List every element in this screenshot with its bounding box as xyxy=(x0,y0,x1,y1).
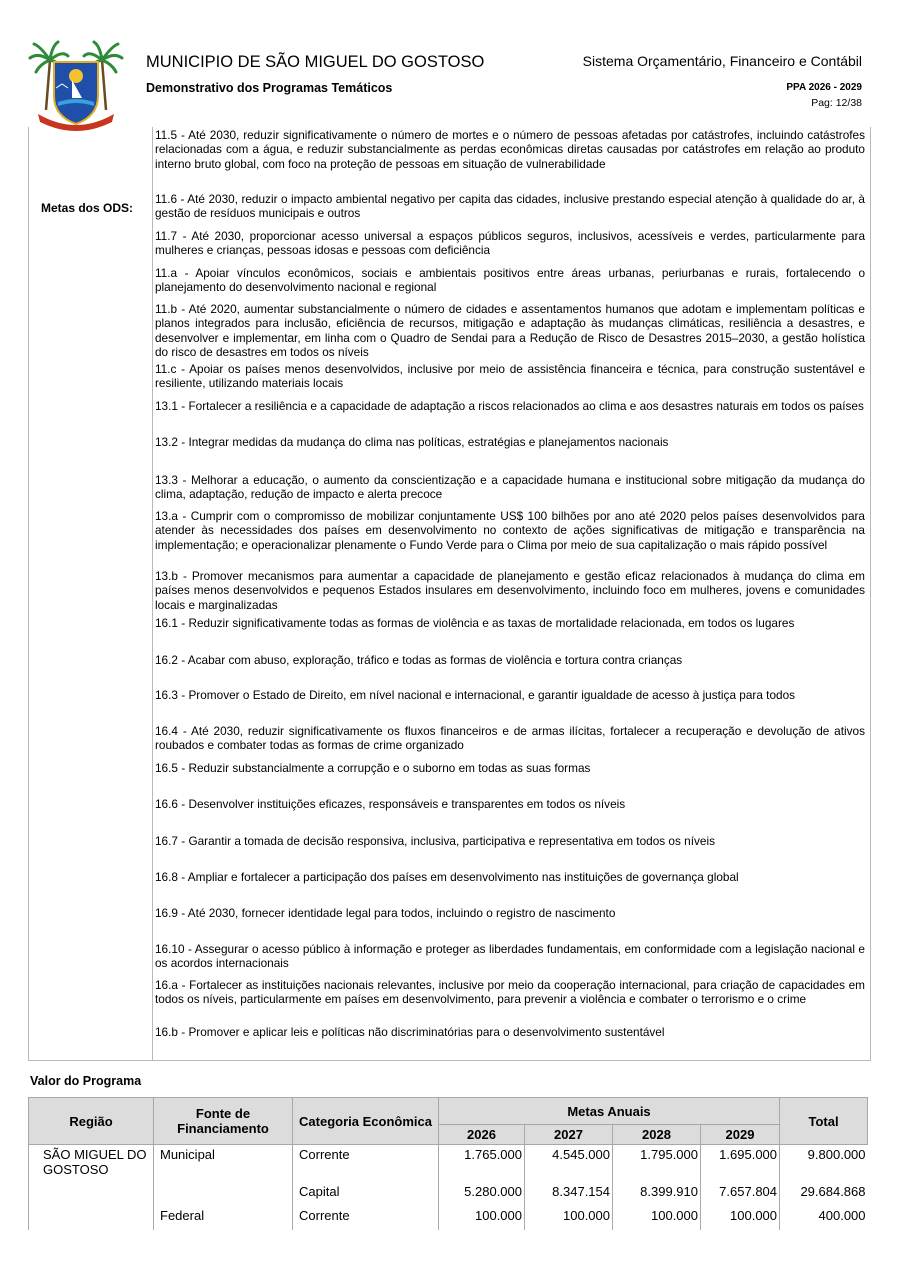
ods-goal: 13.a - Cumprir com o compromisso de mobilizar conjuntamente US$ 100 bilhões por ano até 2020 pelos países desenvolvidos para atender às necessidades dos países em desenvolvimento no contexto de ações significativas de mitigação e transparência na implementação; e operacionalizar plenamente o Fundo Verde para o Clima por meio de sua capitalização o mais rápido possível xyxy=(155,509,865,552)
cell-value-2029: 100.000 xyxy=(701,1206,780,1230)
ods-goal: 16.10 - Assegurar o acesso público à informação e proteger as liberdades fundamentais, em conformidade com a legislação nacional e os acordos internacionais xyxy=(155,942,865,971)
header-region: Região xyxy=(29,1098,154,1145)
ods-goal: 16.8 - Ampliar e fortalecer a participação dos países em desenvolvimento nas instituições de governança global xyxy=(155,870,739,884)
ods-goal: 16.5 - Reduzir substancialmente a corrupção e o suborno em todas as suas formas xyxy=(155,761,591,775)
ppa-period: PPA 2026 - 2029 xyxy=(786,82,862,93)
cell-category: Corrente xyxy=(293,1145,439,1182)
header-economic-category: Categoria Econômica xyxy=(293,1098,439,1145)
cell-funding-source: Federal xyxy=(154,1206,293,1230)
cell-funding-source: Municipal xyxy=(154,1145,293,1182)
ods-goal: 11.b - Até 2020, aumentar substancialmente o número de cidades e assentamentos humanos que adotam e implementam políticas e planos integrados para inclusão, eficiência de recursos, mitigação e adaptação às mudanças climáticas, resiliência a desastres, e desenvolver e implementar, em linha com o Quadro de Sendai para a Redução de Risco de Desastres 2015–2030, a gestão holística do risco de desastres em todos os níveis xyxy=(155,302,865,359)
system-name: Sistema Orçamentário, Financeiro e Contábil xyxy=(582,53,862,69)
cell-value-2028: 100.000 xyxy=(613,1206,701,1230)
cell-funding-source xyxy=(154,1182,293,1206)
municipality-name: MUNICIPIO DE SÃO MIGUEL DO GOSTOSO xyxy=(146,53,485,71)
ods-goal: 16.b - Promover e aplicar leis e políticas não discriminatórias para o desenvolvimento sustentável xyxy=(155,1025,665,1039)
cell-category: Capital xyxy=(293,1182,439,1206)
cell-total: 9.800.000 xyxy=(780,1145,868,1182)
ods-goal: 11.c - Apoiar os países menos desenvolvidos, inclusive por meio de assistência financeira e técnica, para construção sustentável e resiliente, utilizando materiais locais xyxy=(155,362,865,391)
table-row xyxy=(29,1145,868,1182)
column-divider xyxy=(152,127,153,1060)
cell-total: 400.000 xyxy=(780,1206,868,1230)
program-value-title: Valor do Programa xyxy=(30,1074,142,1088)
ods-goal: 11.5 - Até 2030, reduzir significativamente o número de mortes e o número de pessoas afetadas por catástrofes, incluindo catástrofes relacionadas com a água, e reduzir substancialmente as perdas econômicas diretas causadas por catástrofes em relação ao produto interno bruto global, com foco na proteção de pessoas em situação de vulnerabilidade xyxy=(155,128,865,171)
ods-goal: 16.2 - Acabar com abuso, exploração, tráfico e todas as formas de violência e tortura contra crianças xyxy=(155,653,683,667)
cell-region xyxy=(29,1182,154,1206)
header-year: 2029 xyxy=(701,1125,780,1145)
cell-value-2029: 1.695.000 xyxy=(701,1145,780,1182)
ods-goal: 16.a - Fortalecer as instituições nacionais relevantes, inclusive por meio da cooperação internacional, para criação de capacidades em todos os níveis, particularmente em países em desenvolvimento, para prevenir a violência e combater o terrorismo e o crime xyxy=(155,978,865,1007)
cell-value-2027: 8.347.154 xyxy=(525,1182,613,1206)
ods-goal: 16.4 - Até 2030, reduzir significativamente os fluxos financeiros e de armas ilícitas, fortalecer a recuperação e devolução de ativos roubados e combater todas as formas de crime organizado xyxy=(155,724,865,753)
document-title: Demonstrativo dos Programas Temáticos xyxy=(146,81,393,95)
header-annual-targets: Metas Anuais xyxy=(439,1098,780,1125)
cell-region: SÃO MIGUEL DO GOSTOSO xyxy=(29,1145,154,1182)
ods-goal: 13.b - Promover mecanismos para aumentar a capacidade de planejamento e gestão eficaz relacionados à mudança do clima em países menos desenvolvidos e pequenos Estados insulares em desenvolvimento, incluindo foco em mulheres, jovens e comunidades locais e marginalizadas xyxy=(155,569,865,612)
cell-total: 29.684.868 xyxy=(780,1182,868,1206)
page-number: Pag: 12/38 xyxy=(811,97,862,109)
cell-value-2026: 100.000 xyxy=(439,1206,525,1230)
ods-goal: 16.1 - Reduzir significativamente todas as formas de violência e as taxas de mortalidade relacionada, em todos os lugares xyxy=(155,616,795,630)
program-value-table xyxy=(28,1097,868,1230)
ods-label: Metas dos ODS: xyxy=(41,201,134,215)
ods-goals-section xyxy=(28,127,871,1061)
cell-region xyxy=(29,1206,154,1230)
cell-value-2028: 8.399.910 xyxy=(613,1182,701,1206)
ods-goal: 11.7 - Até 2030, proporcionar acesso universal a espaços públicos seguros, inclusivos, acessíveis e verdes, particularmente para mulheres e crianças, pessoas idosas e pessoas com deficiência xyxy=(155,229,865,258)
header-year: 2026 xyxy=(439,1125,525,1145)
header-year: 2027 xyxy=(525,1125,613,1145)
cell-value-2026: 5.280.000 xyxy=(439,1182,525,1206)
ods-goal: 16.3 - Promover o Estado de Direito, em nível nacional e internacional, e garantir igualdade de acesso à justiça para todos xyxy=(155,688,796,702)
cell-value-2028: 1.795.000 xyxy=(613,1145,701,1182)
ods-goal: 11.a - Apoiar vínculos econômicos, sociais e ambientais positivos entre áreas urbanas, periurbanas e rurais, fortalecendo o planejamento do desenvolvimento nacional e regional xyxy=(155,266,865,295)
table-row xyxy=(29,1206,868,1230)
cell-value-2027: 4.545.000 xyxy=(525,1145,613,1182)
cell-value-2029: 7.657.804 xyxy=(701,1182,780,1206)
cell-value-2027: 100.000 xyxy=(525,1206,613,1230)
ods-goal: 13.1 - Fortalecer a resiliência e a capacidade de adaptação a riscos relacionados ao clima e aos desastres naturais em todos os países xyxy=(155,399,864,413)
ods-goal: 13.3 - Melhorar a educação, o aumento da conscientização e a capacidade humana e institucional sobre mitigação da mudança do clima, adaptação, redução de impacto e alerta precoce xyxy=(155,473,865,502)
cell-value-2026: 1.765.000 xyxy=(439,1145,525,1182)
header-total: Total xyxy=(780,1098,868,1145)
cell-category: Corrente xyxy=(293,1206,439,1230)
ods-goal: 13.2 - Integrar medidas da mudança do clima nas políticas, estratégias e planejamentos nacionais xyxy=(155,435,669,449)
ods-goal: 11.6 - Até 2030, reduzir o impacto ambiental negativo per capita das cidades, inclusive prestando especial atenção à qualidade do ar, à gestão de resíduos municipais e outros xyxy=(155,192,865,221)
municipal-coat-of-arms xyxy=(28,40,124,132)
ods-goal: 16.7 - Garantir a tomada de decisão responsiva, inclusiva, participativa e representativa em todos os níveis xyxy=(155,834,715,848)
ods-goal: 16.6 - Desenvolver instituições eficazes, responsáveis e transparentes em todos os níveis xyxy=(155,797,626,811)
ods-goal: 16.9 - Até 2030, fornecer identidade legal para todos, incluindo o registro de nascimento xyxy=(155,906,616,920)
header-year: 2028 xyxy=(613,1125,701,1145)
table-row xyxy=(29,1182,868,1206)
header-funding-source: Fonte de Financiamento xyxy=(154,1098,293,1145)
